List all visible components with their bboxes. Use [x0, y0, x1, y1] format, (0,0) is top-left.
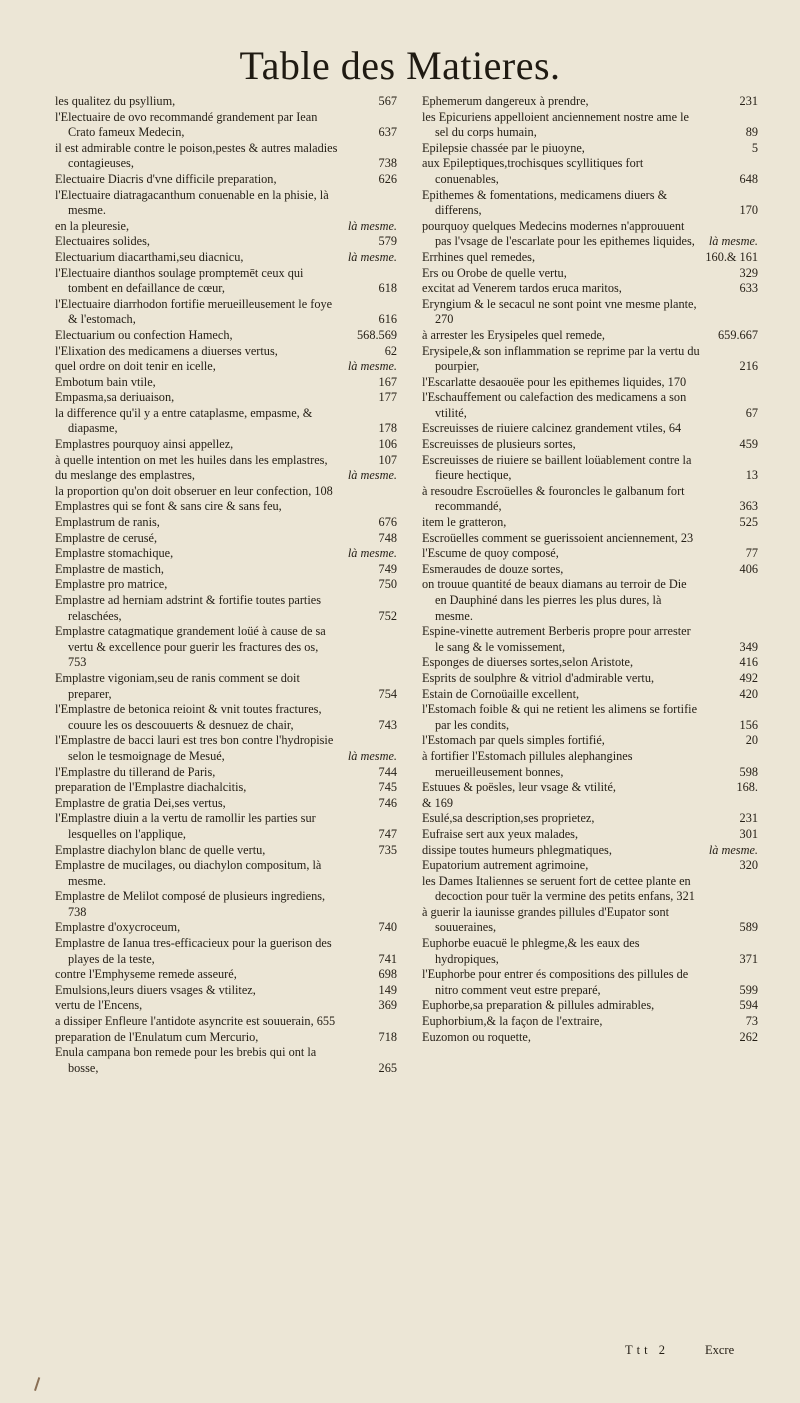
page-reference: 406 [739, 561, 758, 576]
page-reference: 735 [378, 842, 397, 857]
index-entry [55, 484, 397, 500]
entry-text: Enula campana bon remede pour les brebis qui ont la bosse, [55, 1045, 317, 1075]
index-entry [422, 94, 758, 110]
entry-text: l'Electuaire de ovo recommandé grandement par Iean Crato fameux Medecin, [55, 109, 318, 140]
index-entry [55, 110, 397, 141]
index-entry [422, 562, 758, 578]
index-entry [55, 702, 397, 733]
index-entry [55, 983, 397, 999]
index-entry [422, 266, 758, 282]
index-entry [55, 1014, 397, 1030]
entry-text: Escreuisses de riuiere calcinez grandement vtiles, 64 [422, 421, 682, 436]
index-entry [422, 344, 758, 375]
entry-text: les Epicuriens appelloient anciennement nostre ame le sel du corps humain, [422, 109, 690, 140]
page-reference: 745 [378, 780, 397, 795]
page-reference: 5 [751, 140, 758, 155]
index-entry [422, 827, 758, 843]
index-entry [55, 843, 397, 859]
page-reference: 160.& 161 [705, 249, 758, 264]
index-entry [422, 749, 758, 780]
entry-text: il est admirable contre le poison,pestes & autres maladies contagieuses, [55, 140, 338, 171]
index-entry [422, 250, 758, 266]
page-reference: là mesme. [347, 468, 397, 483]
page-reference: 89 [745, 125, 758, 140]
index-entry [55, 577, 397, 593]
page-reference: 616 [378, 312, 397, 327]
page-reference: 626 [378, 171, 397, 186]
index-entry [422, 375, 758, 391]
entry-text: du meslange des emplastres, [55, 468, 196, 483]
page-reference: 262 [739, 1029, 758, 1044]
entry-text: Eupatorium autrement agrimoine, [422, 858, 589, 873]
index-entry [422, 531, 758, 547]
index-entry [55, 811, 397, 842]
page-reference: 648 [739, 171, 758, 186]
index-entry [422, 188, 758, 219]
page-reference: 107 [378, 452, 397, 467]
entry-text: Emplastre diachylon blanc de quelle vertu, [55, 842, 266, 857]
index-column-right [422, 94, 758, 1045]
index-entry [55, 515, 397, 531]
entry-text: preparation de l'Emplastre diachalcitis, [55, 780, 247, 795]
index-entry [422, 546, 758, 562]
entry-text: Emplastre ad herniam adstrint & fortifie toutes parties relaschées, [55, 593, 322, 623]
entry-text: Empasma,sa deriuaison, [55, 390, 175, 405]
page-reference: 156 [739, 717, 758, 732]
page-reference: 746 [378, 795, 397, 810]
index-entry [422, 1030, 758, 1046]
page-reference: 416 [739, 655, 758, 670]
entry-text: à arrester les Erysipeles quel remede, [422, 327, 606, 342]
entry-text: excitat ad Venerem tardos eruca maritos, [422, 281, 622, 296]
entry-text: Emplastre de mastich, [55, 561, 164, 576]
page-reference: 750 [378, 577, 397, 592]
entry-text: l'Emplastre de betonica reioint & vnit toutes fractures, couure les os descouuerts & desnuez de chair, [55, 702, 322, 732]
index-entry [422, 874, 758, 905]
page-reference: 637 [378, 125, 397, 140]
page-reference: 743 [378, 717, 397, 732]
entry-text: Ephemerum dangereux à prendre, [422, 94, 589, 108]
entry-text: Electuaire Diacris d'vne difficile preparation, [55, 171, 277, 186]
index-entry [55, 1045, 397, 1076]
entry-text: l'Escarlatte desaouëe pour les epithemes liquides, 170 [422, 374, 687, 389]
entry-text: dissipe toutes humeurs phlegmatiques, [422, 842, 612, 857]
page-reference: 231 [739, 811, 758, 826]
page-reference: 748 [378, 530, 397, 545]
index-entry [422, 624, 758, 655]
signature-mark: Ttt 2 [625, 1343, 669, 1357]
index-entry [422, 484, 758, 515]
index-entry [422, 733, 758, 749]
page-reference: 598 [739, 764, 758, 779]
entry-text: Electuaires solides, [55, 234, 150, 249]
entry-text: quel ordre on doit tenir en icelle, [55, 359, 216, 374]
page-reference: 744 [378, 764, 397, 779]
page-reference: 216 [739, 359, 758, 374]
page-reference: 618 [378, 281, 397, 296]
index-entry [422, 671, 758, 687]
entry-text: l'Emplastre de bacci lauri est tres bon contre l'hydropisie selon le tesmoignage de Mesué, [55, 733, 334, 763]
index-entry [55, 858, 397, 889]
entry-text: Emplastre d'oxycroceum, [55, 920, 181, 935]
index-entry [422, 843, 758, 859]
entry-text: en la pleuresie, [55, 218, 130, 233]
index-entry [55, 733, 397, 764]
entry-text: à quelle intention on met les huiles dans les emplastres, [55, 452, 328, 467]
entry-text: Escroüelles comment se guerissoient anciennement, 23 [422, 530, 694, 545]
page-reference: 149 [378, 982, 397, 997]
page-reference: 231 [739, 94, 758, 108]
index-entry [422, 156, 758, 187]
entry-text: Electuarium ou confection Hamech, [55, 327, 233, 342]
page-reference: là mesme. [347, 748, 397, 763]
index-entry [422, 390, 758, 421]
entry-text: Epilepsie chassée par le piuoyne, [422, 140, 585, 155]
page-reference: 525 [739, 515, 758, 530]
index-entry [55, 234, 397, 250]
index-entry [55, 546, 397, 562]
entry-text: Emplastre de gratia Dei,ses vertus, [55, 795, 226, 810]
page-reference: 420 [739, 686, 758, 701]
index-entry [55, 141, 397, 172]
entry-text: l'Escume de quoy composé, [422, 546, 559, 561]
page-reference: 320 [739, 858, 758, 873]
page-reference: 13 [745, 468, 758, 483]
entry-text: l'Electuaire dianthos soulage promptemēt ceux qui tombent en defaillance de cœur, [55, 265, 304, 296]
index-entry [422, 141, 758, 157]
entry-text: Esprits de soulphre & vitriol d'admirable vertu, [422, 670, 655, 685]
entry-text: l'Euphorbe pour entrer és compositions des pillules de nitro comment veut estre preparé, [422, 967, 689, 997]
page-reference: 369 [378, 998, 397, 1013]
entry-text: l'Elixation des medicamens a diuerses vertus, [55, 343, 278, 358]
index-entry [55, 359, 397, 375]
entry-text: Euzomon ou roquette, [422, 1029, 531, 1044]
entry-text: Emplastre catagmatique grandement loüé à cause de sa vertu & excellence pour guerir les fractures des os, 753 [55, 624, 326, 670]
page-reference: 741 [378, 951, 397, 966]
page-reference: là mesme. [347, 359, 397, 374]
entry-text: Esponges de diuerses sortes,selon Aristote, [422, 655, 634, 670]
entry-text: aux Epileptiques,trochisques scyllitiques fort conuenables, [422, 156, 644, 186]
entry-text: pourquoy quelques Medecins modernes n'approuuent pas l'vsage de l'escarlate pour les epithemes liquides, [422, 218, 695, 249]
page-reference: là mesme. [708, 842, 758, 857]
index-entry [422, 905, 758, 936]
page-reference: là mesme. [708, 234, 758, 249]
page-reference: 106 [378, 437, 397, 452]
entry-text: Emulsions,leurs diuers vsages & vtilitez, [55, 982, 256, 997]
index-entry [422, 515, 758, 531]
page-reference: 168. [736, 780, 758, 795]
index-entry [55, 94, 397, 110]
entry-text: l'Estomach foible & qui ne retient les alimens se fortifie par les condits, [422, 702, 698, 732]
page-reference: 77 [745, 546, 758, 561]
index-entry [422, 655, 758, 671]
page-reference: 659.667 [718, 327, 758, 342]
page-reference: 747 [378, 826, 397, 841]
entry-text: Espine-vinette autrement Berberis propre pour arrester le sang & le vomissement, [422, 624, 691, 654]
index-entry [55, 250, 397, 266]
page-reference: 676 [378, 515, 397, 530]
index-entry [422, 811, 758, 827]
index-entry [422, 702, 758, 733]
index-entry [55, 297, 397, 328]
index-entry [55, 453, 397, 469]
entry-text: Embotum bain vtile, [55, 374, 156, 389]
index-entry [422, 219, 758, 250]
page-reference: 265 [378, 1060, 397, 1075]
page-reference: 73 [745, 1014, 758, 1029]
entry-text: Escreuisses de plusieurs sortes, [422, 437, 576, 452]
page-reference: 177 [378, 390, 397, 405]
entry-text: Epithemes & fomentations, medicamens diuers & differens, [422, 187, 668, 218]
index-entry [55, 920, 397, 936]
index-entry [422, 967, 758, 998]
page-reference: 371 [739, 951, 758, 966]
index-entry [55, 967, 397, 983]
page-reference: 698 [378, 967, 397, 982]
index-entry [55, 1030, 397, 1046]
page-reference: là mesme. [347, 218, 397, 233]
page-title: Table des Matieres. [239, 43, 561, 88]
page-reference: 62 [384, 343, 397, 358]
index-entry [422, 998, 758, 1014]
entry-text: a dissiper Enfleure l'antidote asyncrite est souuerain, 655 [55, 1014, 336, 1029]
index-entry [422, 796, 758, 812]
page-reference: 633 [739, 281, 758, 296]
entry-text: Ers ou Orobe de quelle vertu, [422, 265, 567, 280]
catchword: Excre [705, 1343, 735, 1357]
index-entry [55, 437, 397, 453]
entry-text: l'Emplastre diuin a la vertu de ramollir les parties sur lesquelles on l'applique, [55, 811, 316, 841]
page-reference: 492 [739, 670, 758, 685]
entry-text: la difference qu'il y a entre cataplasme, empasme, & diapasme, [55, 405, 313, 436]
index-entry [55, 375, 397, 391]
entry-text: Errhines quel remedes, [422, 249, 536, 264]
index-entry [422, 687, 758, 703]
index-entry [55, 390, 397, 406]
entry-text: Esmeraudes de douze sortes, [422, 561, 564, 576]
index-entry [422, 858, 758, 874]
entry-text: Emplastrum de ranis, [55, 515, 160, 530]
page-reference: 589 [739, 920, 758, 935]
ink-mark [34, 1377, 46, 1393]
index-entry [422, 297, 758, 328]
entry-text: Emplastre de Melilot composé de plusieurs ingrediens, 738 [55, 889, 326, 919]
page-reference: 301 [739, 826, 758, 841]
entry-text: Estuues & poësles, leur vsage & vtilité, [422, 780, 616, 795]
index-entry [55, 172, 397, 188]
index-entry [55, 344, 397, 360]
index-entry [55, 889, 397, 920]
page-reference: 594 [739, 998, 758, 1013]
entry-text: Emplastres qui se font & sans cire & sans feu, [55, 499, 282, 514]
index-entry [55, 531, 397, 547]
entry-text: & 169 [422, 795, 454, 810]
entry-text: les qualitez du psyllium, [55, 94, 176, 108]
entry-text: Emplastre vigoniam,seu de ranis comment se doit preparer, [55, 670, 300, 701]
page-reference: 459 [739, 437, 758, 452]
index-entry [55, 936, 397, 967]
page-reference: 363 [739, 499, 758, 514]
index-entry [422, 780, 758, 796]
entry-text: Emplastre de mucilages, ou diachylon compositum, là mesme. [55, 858, 322, 888]
index-entry [55, 998, 397, 1014]
entry-text: preparation de l'Enulatum cum Mercurio, [55, 1029, 259, 1044]
page-reference: 738 [378, 156, 397, 171]
entry-text: Emplastre pro matrice, [55, 577, 168, 592]
index-entry [422, 453, 758, 484]
index-entry [55, 593, 397, 624]
index-entry [55, 468, 397, 484]
page-reference: 579 [378, 234, 397, 249]
entry-text: l'Eschauffement ou calefaction des medicamens a son vtilité, [422, 390, 687, 420]
index-column-left [55, 94, 397, 1076]
page-reference: 599 [739, 982, 758, 997]
index-entry [422, 577, 758, 624]
index-entry [55, 796, 397, 812]
entry-text: l'Estomach par quels simples fortifié, [422, 733, 605, 748]
entry-text: Emplastres pourquoy ainsi appellez, [55, 437, 234, 452]
index-entry [422, 110, 758, 141]
entry-text: la proportion qu'on doit obseruer en leur confection, 108 [55, 483, 333, 498]
entry-text: Electuarium diacarthami,seu diacnicu, [55, 249, 244, 264]
entry-text: Esulé,sa description,ses proprietez, [422, 811, 595, 826]
index-entry [422, 281, 758, 297]
index-entry [55, 780, 397, 796]
entry-text: Euphorbe,sa preparation & pillules admirables, [422, 998, 655, 1013]
page-reference: 349 [739, 639, 758, 654]
entry-text: Euphorbe euacuë le phlegme,& les eaux des hydropiques, [422, 936, 640, 966]
index-entry [422, 421, 758, 437]
entry-text: à fortifier l'Estomach pillules alephangines merueilleusement bonnes, [422, 748, 633, 779]
entry-text: contre l'Emphyseme remede asseuré, [55, 967, 237, 982]
page-reference: là mesme. [347, 249, 397, 264]
index-entry [55, 219, 397, 235]
page-reference: 752 [378, 608, 397, 623]
page-reference: 20 [745, 733, 758, 748]
index-entry [55, 765, 397, 781]
entry-text: Escreuisses de riuiere se baillent loüablement contre la fieure hectique, [422, 452, 692, 483]
page-reference: 329 [739, 265, 758, 280]
index-entry [55, 671, 397, 702]
page-reference: 178 [378, 421, 397, 436]
entry-text: Eufraise sert aux yeux malades, [422, 826, 579, 841]
page-reference: 749 [378, 561, 397, 576]
index-entry [55, 624, 397, 671]
index-entry [55, 499, 397, 515]
entry-text: Emplastre de cerusé, [55, 530, 158, 545]
page-reference: là mesme. [347, 546, 397, 561]
entry-text: vertu de l'Encens, [55, 998, 143, 1013]
entry-text: item le gratteron, [422, 515, 507, 530]
entry-text: on trouue quantité de beaux diamans au terroir de Die en Dauphiné dans les pierres les plus dures, là mesme. [422, 577, 687, 623]
page-reference: 718 [378, 1029, 397, 1044]
page-reference: 67 [745, 405, 758, 420]
entry-text: à resoudre Escroüelles & fouroncles le galbanum fort recommandé, [422, 483, 685, 514]
index-entry [55, 328, 397, 344]
index-entry [422, 437, 758, 453]
page-reference: 567 [378, 94, 397, 108]
entry-text: Euphorbium,& la façon de l'extraire, [422, 1014, 603, 1029]
index-entry [55, 406, 397, 437]
index-entry [55, 562, 397, 578]
page-reference: 170 [739, 203, 758, 218]
page-reference: 740 [378, 920, 397, 935]
page-reference: 167 [378, 374, 397, 389]
index-entry [55, 266, 397, 297]
page-reference: 568.569 [357, 327, 397, 342]
entry-text: l'Emplastre du tillerand de Paris, [55, 764, 216, 779]
index-entry [55, 188, 397, 219]
entry-text: les Dames Italiennes se seruent fort de cettee plante en decoction pour tuër la vermine des petits enfans, 321 [422, 873, 695, 904]
index-entry [422, 1014, 758, 1030]
entry-text: Eryngium & le secacul ne sont point vne mesme plante, 270 [422, 296, 697, 327]
entry-text: Emplastre de Ianua tres-efficacieux pour la guerison des playes de la teste, [55, 936, 332, 966]
entry-text: l'Electuaire diarrhodon fortifie merueilleusement le foye & l'estomach, [55, 296, 333, 327]
entry-text: Estain de Cornoüaille excellent, [422, 686, 580, 701]
entry-text: l'Electuaire diatragacanthum conuenable en la phisie, là mesme. [55, 187, 329, 218]
entry-text: Erysipele,& son inflammation se reprime par la vertu du pourpier, [422, 343, 700, 374]
page-reference: 754 [378, 686, 397, 701]
index-entry [422, 328, 758, 344]
index-entry [422, 936, 758, 967]
entry-text: Emplastre stomachique, [55, 546, 174, 561]
entry-text: à guerir la iaunisse grandes pillules d'Eupator sont souueraines, [422, 904, 670, 935]
